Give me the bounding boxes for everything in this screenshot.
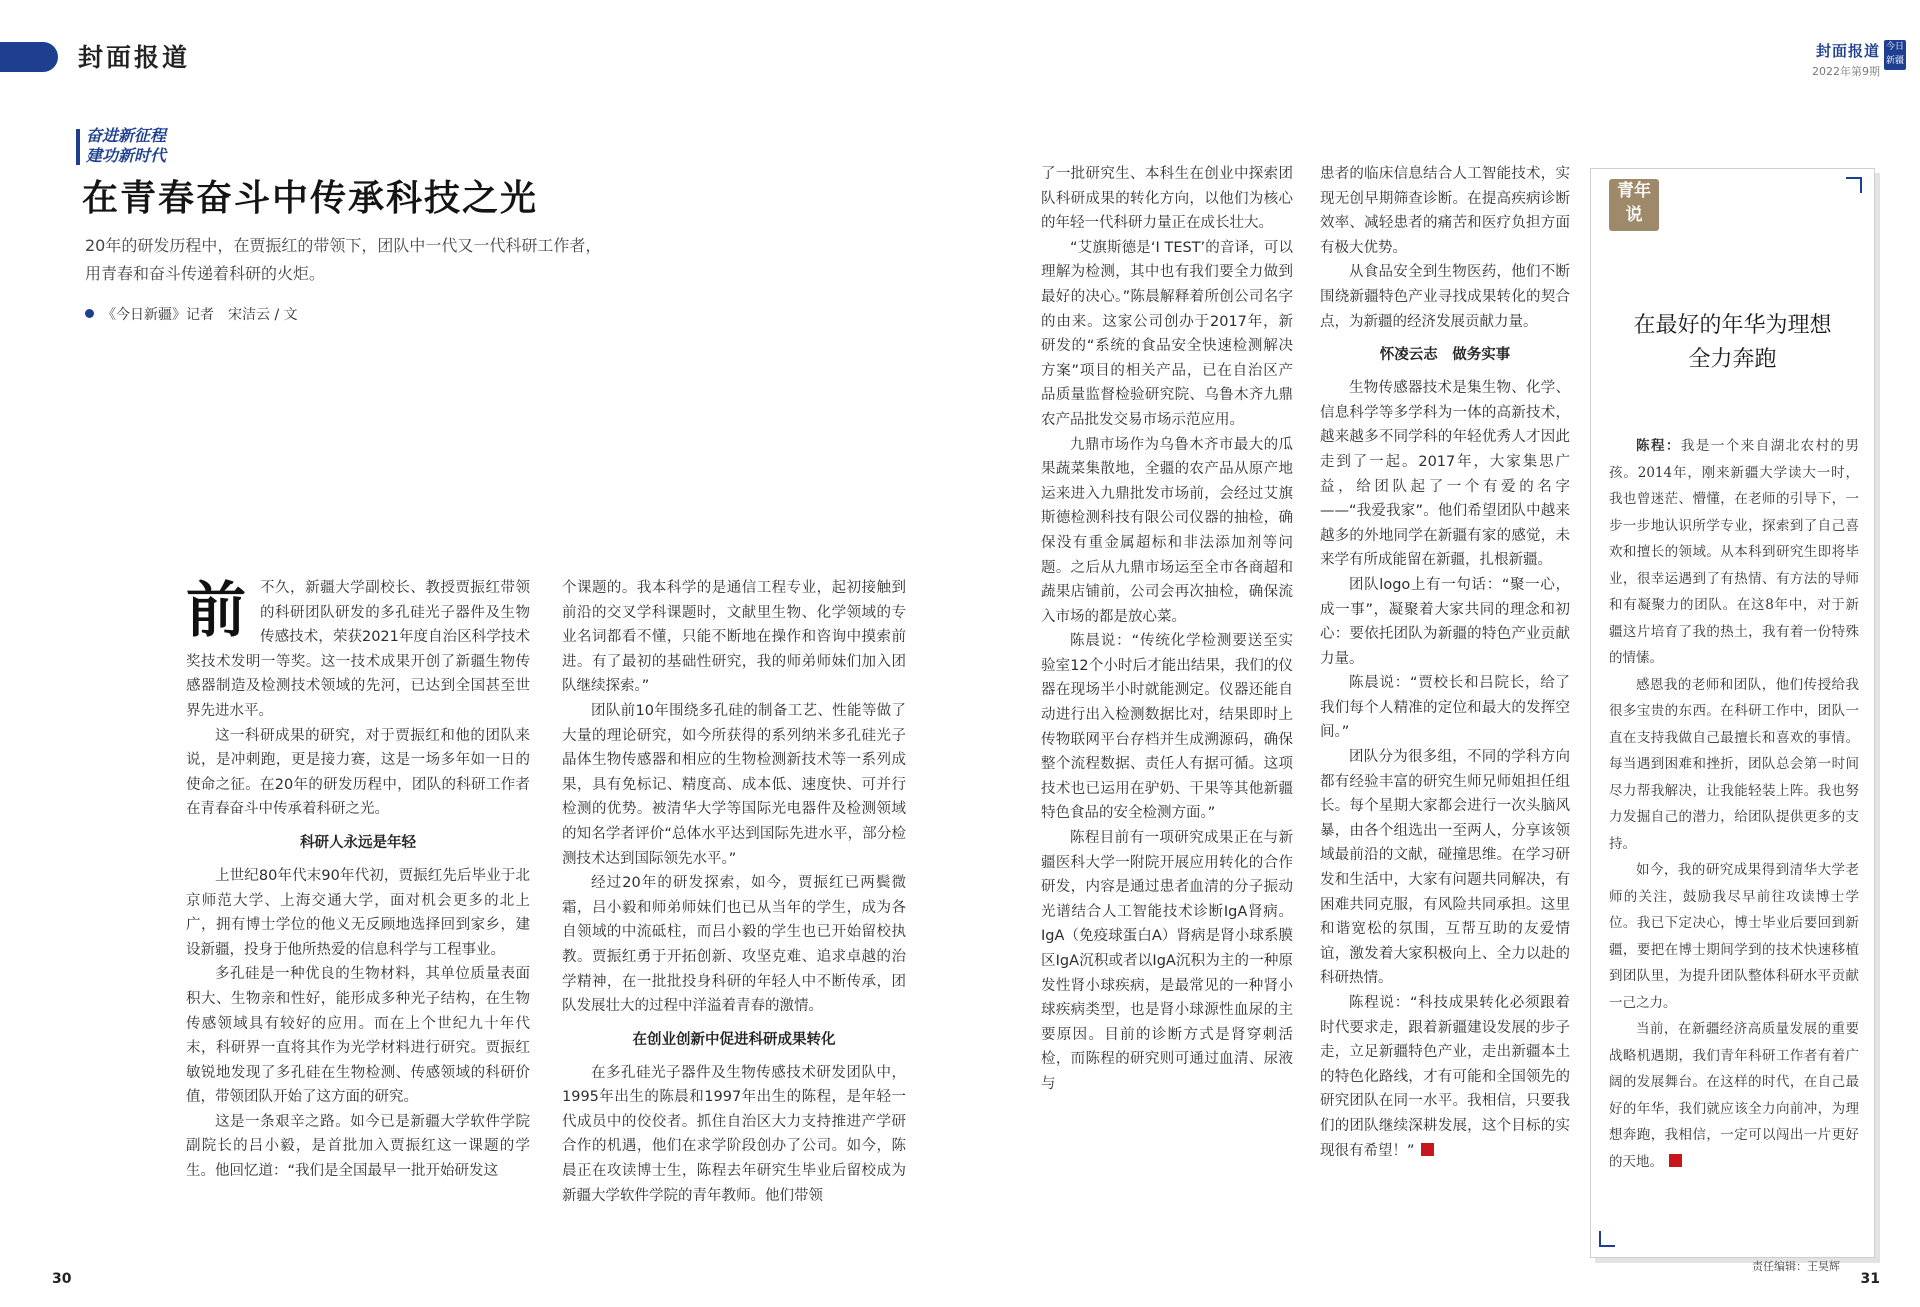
sidebar-title: [1591, 309, 1874, 377]
paragraph: 团队logo上有一句话：“聚一心，成一事”，凝聚着大家共同的理念和初心：要依托团队为新疆的特色产业贡献力量。: [1320, 576, 1570, 667]
subheading: 科研人永远是年轻: [300, 834, 416, 851]
kicker-bar: [76, 129, 80, 165]
page-number-right: 31: [1860, 1271, 1880, 1287]
sidebar-paragraph: 如今，我的研究成果得到清华大学老师的关注，鼓励我尽早前往攻读博士学位。我已下定决心，博士毕业后要回到新疆，要把在博士期间学到的技术快速移植到团队里，为提升团队整体科研水平贡献一己之力。: [1609, 862, 1859, 1011]
kicker-line-2: 建功新时代: [86, 146, 167, 165]
paragraph: 个课题的。我本科学的是通信工程专业，起初接触到前沿的交叉学科课题时，文献里生物、化学领域的专业名词都看不懂，只能不断地在操作和咨询中摸索前进。有了最初的基础性研究，我的师弟师妹们加入团队继续探索。”: [562, 580, 906, 695]
paragraph: 了一批研究生、本科生在创业中探索团队科研成果的转化方向，以他们为核心的年轻一代科研力量正在成长壮大。: [1041, 166, 1293, 232]
byline-text: 《今日新疆》记者 宋洁云 / 文: [102, 307, 298, 323]
paragraph: 陈晨说：“传统化学检测要送至实验室12个小时后才能出结果，我们的仪器在现场半小时就能测定。仪器还能自动进行出入检测数据比对，结果即时上传物联网平台存档并生成溯源码，确保整个流程数据、责任人有据可循。这项技术也已运用在驴奶、干果等其他新疆特色食品的安全检测方面。”: [1041, 633, 1293, 822]
paragraph: 多孔硅是一种优良的生物材料，其单位质量表面积大、生物亲和性好，能形成多种光子结构，在生物传感领域具有较好的应用。而在上个世纪九十年代末，科研界一直将其作为光学材料进行研究。贾振红敏锐地发现了多孔硅在生物检测、传感领域的科研价值，带领团队开始了这方面的研究。: [186, 966, 530, 1106]
body-column-4: [1320, 162, 1570, 1163]
kicker-line-1: 奋进新征程: [86, 126, 167, 145]
sidebar-paragraph: [1609, 1016, 1859, 1175]
paragraph: 陈程目前有一项研究成果正在与新疆医科大学一附院开展应用转化的合作研发，内容是通过患者血清的分子振动光谱结合人工智能技术诊断IgA肾病。IgA（免疫球蛋白A）肾病是肾小球系膜区IgA沉积或者以IgA沉积为主的一种原发性肾小球疾病，是最常见的一种肾小球疾病类型，也是肾小球源性血尿的主要原因。目前的诊断方式是肾穿刺活检，而陈程的研究则可通过血清、尿液与: [1041, 830, 1293, 1092]
paragraph-text: 陈程说：“科技成果转化必须跟着时代要求走，跟着新疆建设发展的步子走，立足新疆特色产业，走出新疆本土的特色化路线，才有可能和全国领先的研究团队在同一水平。我相信，只要我们的团队继续深耕发展，这个目标的实现很有希望！”: [1320, 995, 1570, 1159]
corner-bracket-icon: [1846, 177, 1862, 193]
paragraph: 团队前10年围绕多孔硅的制备工艺、性能等做了大量的理论研究，如今所获得的系列纳米多孔硅光子晶体生物传感器和相应的生物检测新技术等一系列成果，具有免标记、精度高、成本低、速度快、可并行检测的优势。被清华大学等国际光电器件及检测领域的知名学者评价“总体水平达到国际先进水平，部分检测技术达到国际领先水平。”: [562, 702, 906, 867]
kicker: [86, 126, 166, 166]
paragraph: 经过20年的研发探索，如今，贾振红已两鬓微霜，吕小毅和师弟师妹们也已从当年的学生，成为各自领域的中流砥柱，而吕小毅的学生也已开始留校执教。贾振红勇于开拓创新、攻坚克难、追求卓越的治学精神，在一批批投身科研的年轻人中不断传承，团队发展壮大的过程中洋溢着青春的激情。: [562, 875, 906, 1015]
sidebar-title-line-2: 全力奔跑: [1688, 347, 1777, 372]
issue-label: 2022年第9期: [1812, 65, 1880, 78]
header-right: [1812, 40, 1880, 79]
page-number-left: 30: [52, 1271, 72, 1287]
end-mark-icon: [1421, 1143, 1434, 1156]
paragraph: 这是一条艰辛之路。如今已是新疆大学软件学院副院长的吕小毅，是首批加入贾振红这一课题的学生。他回忆道：“我们是全国最早一批开始研发这: [186, 1113, 530, 1180]
body-column-1: [186, 576, 530, 1184]
subheading: 怀凌云志 做务实事: [1379, 347, 1511, 364]
sidebar-paragraph-text: 当前，在新疆经济高质量发展的重要战略机遇期，我们青年科研工作者有着广阔的发展舞台。在这样的时代，在自己最好的年华，我们就应该全力向前冲，为理想奔跑，我相信，一定可以闯出一片更好的天地。: [1609, 1021, 1859, 1170]
byline: [85, 304, 298, 324]
subheading: 在创业创新中促进科研成果转化: [632, 1031, 836, 1048]
paragraph: 从食品安全到生物医药，他们不断围绕新疆特色产业寻找成果转化的契合点，为新疆的经济发展贡献力量。: [1320, 264, 1570, 330]
sidebar-body: [1609, 433, 1859, 1175]
magazine-logo: 今日新疆: [1884, 40, 1906, 70]
section-label-left: 封面报道: [78, 43, 191, 72]
paragraph: 生物传感器技术是集生物、化学、信息科学等多学科为一体的高新技术，越来越多不同学科的年轻优秀人才因此走到了一起。2017年，大家集思广益，给团队起了一个有爱的名字——“我爱我家”。他们希望团队中越来越多的外地同学在新疆有家的感觉，未来学有所成能留在新疆，扎根新疆。: [1320, 380, 1570, 569]
sidebar-paragraph: [1609, 433, 1859, 672]
paragraph: 患者的临床信息结合人工智能技术，实现无创早期筛查诊断。在提高疾病诊断效率、减轻患者的痛苦和医疗负担方面有极大优势。: [1320, 166, 1570, 256]
paragraph: “艾旗斯德是‘I TEST’的音译，可以理解为检测，其中也有我们要全力做到最好的决心。”陈晨解释着所创公司名字的由来。这家公司创办于2017年，新研发的“系统的食品安全快速检测解决方案”项目的相关产品，已在自治区产品质量监督检验研究院、乌鲁木齐九鼎农产品批发交易市场示范应用。: [1041, 239, 1293, 428]
section-label-right: 封面报道: [1815, 42, 1880, 60]
article-title: 在青春奋斗中传承科技之光: [82, 178, 539, 219]
byline-dot: [85, 309, 94, 318]
paragraph: [1320, 991, 1570, 1163]
corner-bracket-icon: [1599, 1231, 1615, 1247]
paragraph: 在多孔硅光子器件及生物传感技术研发团队中，1995年出生的陈晨和1997年出生的陈程，是年轻一代成员中的佼佼者。抓住自治区大力支持推进产学研合作的机遇，他们在求学阶段创办了公司。如今，陈晨正在攻读博士生，陈程去年研究生毕业后留校成为新疆大学软件学院的青年教师。他们带领: [562, 1064, 906, 1204]
body-column-2: [562, 576, 906, 1208]
sidebar-paragraph: 感恩我的老师和团队，他们传授给我很多宝贵的东西。在科研工作中，团队一直在支持我做自己最擅长和喜欢的事情。每当遇到困难和挫折，团队总会第一时间尽力帮我解决，让我能轻装上阵。我也努力发掘自己的潜力，给团队提供更多的支持。: [1609, 676, 1859, 852]
section-tab-decoration: [0, 42, 58, 72]
end-mark-icon: [1669, 1154, 1682, 1167]
paragraph: 团队分为很多组，不同的学科方向都有经验丰富的研究生师兄师姐担任组长。每个星期大家都会进行一次头脑风暴，由各个组选出一至两人，分享该领域最前沿的文献，碰撞思维。在学习研发和生活中，大家有问题共同解决，有困难共同克服，有风险共同承担。这里和谐宽松的氛围，互帮互助的友爱情谊，激发着大家积极向上、全力以赴的科研热情。: [1320, 749, 1570, 987]
paragraph: 不久，新疆大学副校长、教授贾振红带领的科研团队研发的多孔硅光子器件及生物传感技术，荣获2021年度自治区科学技术奖技术发明一等奖。这一技术成果开创了新疆生物传感器制造及检测技术领域的先河，已达到全国甚至世界先进水平。: [186, 580, 530, 719]
paragraph: 陈晨说：“贾校长和吕院长，给了我们每个人精准的定位和最大的发挥空间。”: [1320, 675, 1570, 741]
editor-credit: 责任编辑：王昊辉: [1752, 1260, 1840, 1273]
sidebar-badge: 青年说: [1609, 179, 1659, 231]
paragraph: 上世纪80年代末90年代初，贾振红先后毕业于北京师范大学、上海交通大学，面对机会更多的北上广，拥有博士学位的他义无反顾地选择回到家乡，建设新疆，投身于他所热爱的信息科学与工程事业。: [186, 867, 530, 958]
body-column-3: [1041, 162, 1293, 1097]
article-lede: 20年的研发历程中，在贾振红的带领下，团队中一代又一代科研工作者，用青春和奋斗传递着科研的火炬。: [85, 236, 602, 283]
dropcap: 前: [186, 576, 246, 646]
sidebar-speaker: 陈程：: [1636, 438, 1681, 454]
sidebar-box: [1590, 168, 1875, 1258]
paragraph: 这一科研成果的研究，对于贾振红和他的团队来说，是冲刺跑，更是接力赛，这是一场多年如一日的使命之征。在20年的研发历程中，团队的科研工作者在青春奋斗中传承着科研之光。: [186, 727, 530, 818]
paragraph: 九鼎市场作为乌鲁木齐市最大的瓜果蔬菜集散地，全疆的农产品从原产地运来进入九鼎批发市场前，会经过艾旗斯德检测科技有限公司仪器的抽检，确保没有重金属超标和非法添加剂等问题。之后从九鼎市场运至全市各商超和蔬果店铺前，公司会再次抽检，确保流入市场的都是放心菜。: [1041, 436, 1293, 625]
sidebar-title-line-1: 在最好的年华为理想: [1633, 313, 1832, 338]
sidebar-paragraph-text: 我是一个来自湖北农村的男孩。2014年，刚来新疆大学读大一时，我也曾迷茫、懵懂，在老师的引导下，一步一步地认识所学专业，探索到了自己喜欢和擅长的领域。从本科到研究生即将毕业，很幸运遇到了有热情、有方法的导师和有凝聚力的团队。在这8年中，对于新疆这片培育了我的热土，我有着一份特殊的情愫。: [1609, 438, 1860, 666]
